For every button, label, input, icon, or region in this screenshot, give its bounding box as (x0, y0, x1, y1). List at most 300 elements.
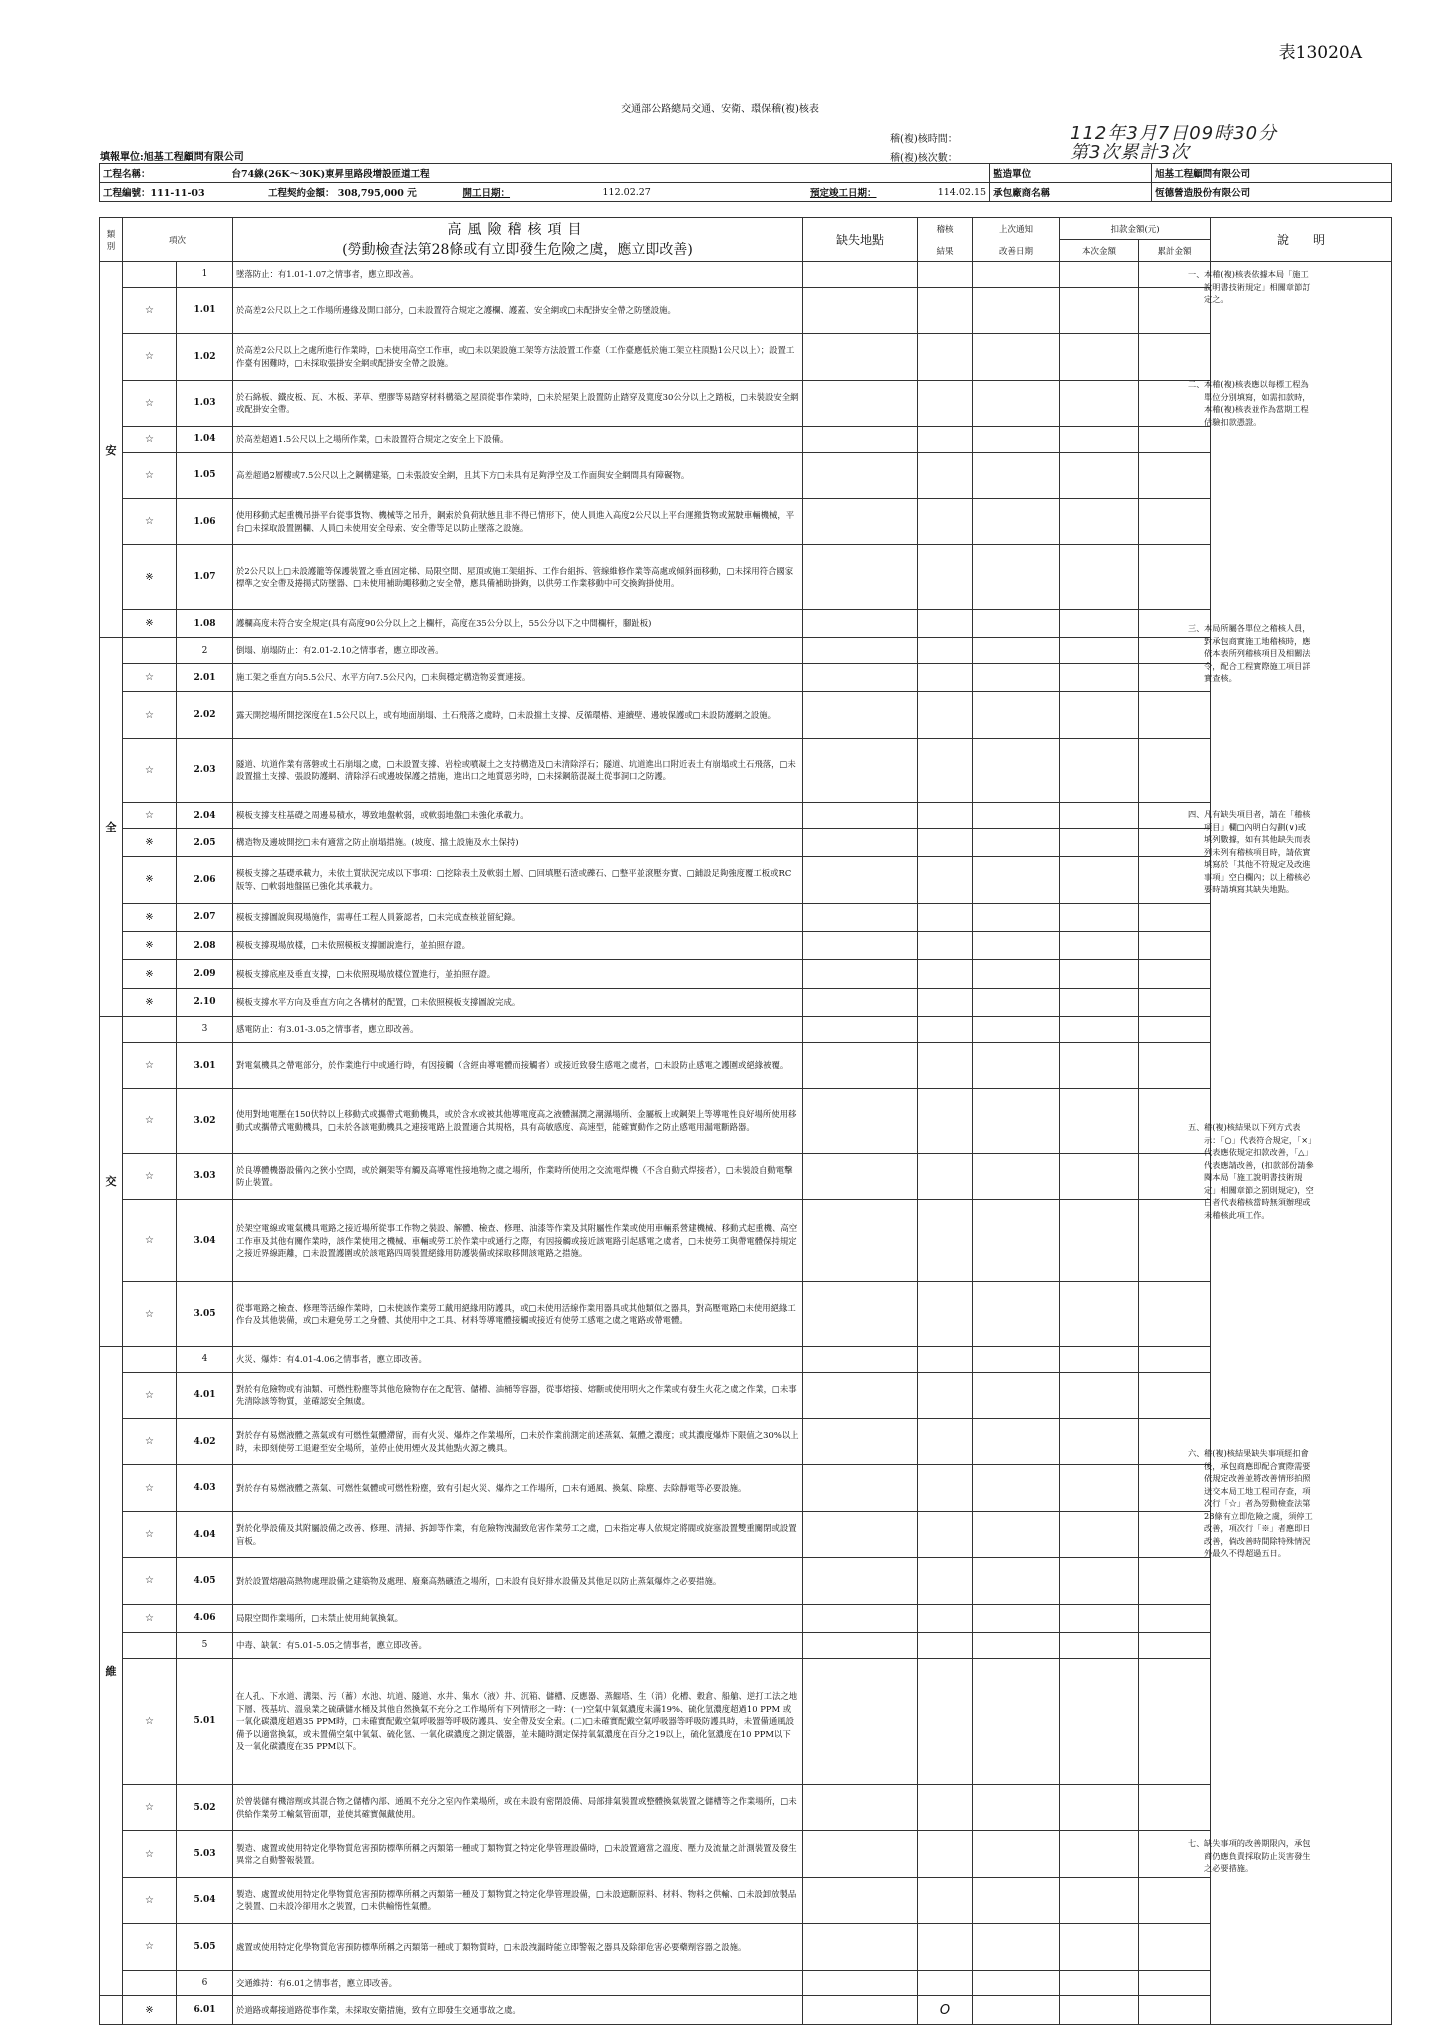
contractor-name: 恆德營造股份有限公司 (1152, 183, 1392, 202)
col-prev-b: 改善日期 (999, 246, 1034, 257)
row-prev-date (973, 334, 1060, 380)
row-mark (123, 638, 177, 664)
row-item-text: 在人孔、下水道、溝渠、污（蓄）水池、坑道、隧道、水井、集水（液）井、沉箱、儲槽、反應器、蒸餾塔、生（消）化槽、穀倉、船艙、逆打工法之地下層、筏基坑、溫泉業之硫磺儲水桶及其他自然換氣不充分之工作場所有下列情形之一時：(一)空氣中氧氣濃度未滿19%、硫化氫濃度超過10 PPM 或一氧化碳濃度超過35 PPM時，□未確實配戴空氣呼吸器等呼吸防護具、安全帶及安全索。(二)□未確實配戴空氣呼吸器等呼吸防護具時，未置備通風設備予以適當換氣，或未置備空氣中氧氣、硫化氫、一氧化碳濃度之測定儀器，並未隨時測定保持氧氣濃度在百分之19以上，硫化氫濃度在10 PPM以下及一氧化碳濃度在35 PPM以下。 (233, 1658, 803, 1784)
row-result (918, 1604, 973, 1632)
row-result (918, 638, 973, 664)
row-mark: ※ (123, 857, 177, 903)
row-missing-location (803, 499, 918, 545)
row-result (918, 828, 973, 856)
row-prev-date (973, 1785, 1060, 1831)
row-result: O (918, 1996, 973, 2025)
row-total-amount (1139, 1970, 1211, 1996)
row-code: 5.01 (177, 1658, 233, 1784)
row-code: 1.07 (177, 545, 233, 609)
table-row (100, 1996, 1392, 2025)
row-mark: ☆ (123, 426, 177, 452)
row-total-amount (1139, 1042, 1211, 1088)
row-total-amount (1139, 903, 1211, 931)
row-this-amount (1060, 334, 1139, 380)
row-total-amount (1139, 1346, 1211, 1372)
table-row (100, 1282, 1392, 1346)
row-code: 2.03 (177, 738, 233, 802)
col-item: 項次 (123, 218, 233, 262)
row-result (918, 1924, 973, 1970)
row-this-amount (1060, 545, 1139, 609)
row-code: 2.04 (177, 803, 233, 829)
table-row (100, 960, 1392, 988)
row-item-text: 中毒、缺氧：有5.01-5.05之情事者，應立即改善。 (233, 1632, 803, 1658)
row-total-amount (1139, 1924, 1211, 1970)
row-missing-location (803, 545, 918, 609)
row-result (918, 1346, 973, 1372)
row-missing-location (803, 1558, 918, 1604)
row-item-text: 處置或使用特定化學物質危害預防標準所稱之丙類第一種或丁類物質時，□未設洩漏時能立即警報之器具及除卻危害必要藥劑容器之設施。 (233, 1924, 803, 1970)
row-item-text: 對於化學設備及其附屬設備之改善、修理、清掃、拆卸等作業，有危險物洩漏致危害作業勞工之虞，□未指定專人依規定將閥或旋塞設置雙重關閉或設置盲板。 (233, 1511, 803, 1557)
row-item-text: 製造、處置或使用特定化學物質危害預防標準所稱之丙類第一種或丁類物質之特定化學管理設備時，□未設置適當之溫度、壓力及流量之計測裝置及發生異常之自動警報裝置。 (233, 1831, 803, 1877)
row-missing-location (803, 1924, 918, 1970)
row-mark: ☆ (123, 1785, 177, 1831)
row-item-text: 於高差超過1.5公尺以上之場所作業，□未設置符合規定之安全上下設備。 (233, 426, 803, 452)
row-item-text: 局限空間作業場所，□未禁止使用純氧換氣。 (233, 1604, 803, 1632)
row-code: 4.03 (177, 1465, 233, 1511)
row-item-text: 於石綿板、鐵皮板、瓦、木板、茅草、塑膠等易踏穿材料構築之屋頂從事作業時，□未於屋架上設置防止踏穿及寬度30公分以上之踏板，□未裝設安全網或配掛安全帶。 (233, 380, 803, 426)
row-item-text: 護欄高度未符合安全規定(具有高度90公分以上之上欄杆，高度在35公分以上，55公分以下之中間欄杆，腳趾板) (233, 609, 803, 637)
row-result (918, 857, 973, 903)
row-prev-date (973, 1419, 1060, 1465)
row-missing-location (803, 664, 918, 692)
header-subtitle: (勞動檢查法第28條或有立即發生危險之虞，應立即改善) (342, 241, 693, 258)
row-code: 3.02 (177, 1089, 233, 1153)
row-prev-date (973, 738, 1060, 802)
row-code: 2.08 (177, 932, 233, 960)
row-code: 2.02 (177, 692, 233, 738)
table-row (100, 932, 1392, 960)
row-prev-date (973, 262, 1060, 288)
project-code (100, 183, 460, 202)
row-item-text: 模板支撐現場放樣，□未依照模板支撐圖說進行，並拍照存證。 (233, 932, 803, 960)
start-date-label: 開工日期： (460, 183, 600, 202)
audit-meta (890, 123, 1350, 164)
row-prev-date (973, 1658, 1060, 1784)
row-missing-location (803, 1785, 918, 1831)
row-mark: ※ (123, 828, 177, 856)
row-code: 4.04 (177, 1511, 233, 1557)
project-label: 工程名稱： (100, 164, 210, 183)
row-code: 4 (177, 1346, 233, 1372)
row-this-amount (1060, 692, 1139, 738)
row-prev-date (973, 803, 1060, 829)
row-mark: ☆ (123, 1604, 177, 1632)
row-total-amount (1139, 426, 1211, 452)
row-code: 6.01 (177, 1996, 233, 2025)
row-mark: ☆ (123, 287, 177, 333)
row-mark: ※ (123, 545, 177, 609)
row-mark: ☆ (123, 1419, 177, 1465)
row-missing-location (803, 1372, 918, 1418)
row-result (918, 1558, 973, 1604)
category-cell: 全 (100, 638, 123, 1017)
row-this-amount (1060, 1017, 1139, 1043)
table-row (100, 1042, 1392, 1088)
row-mark: ※ (123, 903, 177, 931)
row-code: 3 (177, 1017, 233, 1043)
col-result-b: 結果 (936, 246, 954, 257)
row-mark: ※ (123, 609, 177, 637)
row-mark: ☆ (123, 380, 177, 426)
table-row (100, 1877, 1392, 1923)
row-result (918, 1372, 973, 1418)
row-this-amount (1060, 1282, 1139, 1346)
row-result (918, 499, 973, 545)
row-code: 5.05 (177, 1924, 233, 1970)
row-code: 2.06 (177, 857, 233, 903)
row-missing-location (803, 380, 918, 426)
audit-time-handwritten: 112年3月7日09時30分 (1070, 123, 1278, 144)
row-item-text: 墜落防止：有1.01-1.07之情事者，應立即改善。 (233, 262, 803, 288)
row-missing-location (803, 1089, 918, 1153)
audit-time-label: 稽(複)核時間： (890, 134, 958, 145)
row-this-amount (1060, 1372, 1139, 1418)
row-code: 1.03 (177, 380, 233, 426)
row-result (918, 664, 973, 692)
row-total-amount (1139, 334, 1211, 380)
row-missing-location (803, 287, 918, 333)
row-item-text: 使用對地電壓在150伏特以上移動式或攜帶式電動機具，或於含水或被其他導電度高之液體濕潤之潮濕場所、金屬板上或鋼架上等導電性良好場所使用移動式或攜帶式電動機具，□未於各該電動機具之連接電路上設置適合其規格，具有高敏感度、高速型，能確實動作之防止感電用漏電斷路器。 (233, 1089, 803, 1153)
row-prev-date (973, 1924, 1060, 1970)
table-row (100, 1785, 1392, 1831)
contractor-label: 承包廠商名稱 (990, 183, 1152, 202)
project-info-table (99, 163, 1392, 202)
row-mark: ☆ (123, 1831, 177, 1877)
row-prev-date (973, 1346, 1060, 1372)
row-item-text: 對於存有易燃液體之蒸氣、可燃性氣體或可燃性粉塵，致有引起火災、爆炸之工作場所，□未有通風、換氣、除塵、去除靜電等必要設施。 (233, 1465, 803, 1511)
row-prev-date (973, 1042, 1060, 1088)
row-this-amount (1060, 1996, 1139, 2025)
row-total-amount (1139, 545, 1211, 609)
row-code: 2.01 (177, 664, 233, 692)
row-missing-location (803, 932, 918, 960)
note-text: 本局所屬各單位之稽核人員，對承包商實施工地稽核時，應依本表所列稽核項目及相關法令，配合工程實際施工項目詳實查核。 (1204, 623, 1311, 683)
row-code: 4.02 (177, 1419, 233, 1465)
row-mark: ☆ (123, 499, 177, 545)
row-code: 2.09 (177, 960, 233, 988)
row-prev-date (973, 1089, 1060, 1153)
row-missing-location (803, 1604, 918, 1632)
row-this-amount (1060, 988, 1139, 1016)
row-result (918, 1785, 973, 1831)
row-mark: ☆ (123, 664, 177, 692)
row-this-amount (1060, 960, 1139, 988)
row-missing-location (803, 1042, 918, 1088)
row-code: 5 (177, 1632, 233, 1658)
row-result (918, 1017, 973, 1043)
row-result (918, 738, 973, 802)
row-this-amount (1060, 1558, 1139, 1604)
row-result (918, 1282, 973, 1346)
row-code: 3.03 (177, 1153, 233, 1199)
col-title (233, 218, 803, 262)
row-missing-location (803, 857, 918, 903)
row-item-text: 於良導體機器設備內之狹小空間，或於鋼架等有觸及高導電性接地物之虞之場所，作業時所使用之交流電焊機（不含自動式焊接者），□未裝設自動電擊防止裝置。 (233, 1153, 803, 1199)
row-missing-location (803, 738, 918, 802)
contract-amount: 工程契約金額： 308,795,000 元 (267, 188, 417, 199)
project-contract-row (100, 183, 1392, 202)
row-prev-date (973, 380, 1060, 426)
row-code: 1.02 (177, 334, 233, 380)
row-item-text: 於架空電線或電氣機具電路之接近場所從事工作物之裝設、解體、檢查、修理、油漆等作業及其附屬性作業或使用車輛系營建機械、移動式起重機、高空工作車及其他有關作業時，該作業使用之機械、車輛或勞工於作業中或通行之際，有因接觸或接近該電路引起感電之虞者，□未使勞工與帶電體保持規定之接近界線距離，□未設置護圍或於該電路四周裝置絕緣用防護裝備或採取移開該電路之措施。 (233, 1200, 803, 1282)
row-item-text: 使用移動式起重機吊掛平台從事貨物、機械等之吊升，鋼索於負荷狀態且非不得已情形下，使人員進入高度2公尺以上平台運搬貨物或駕駛車輛機械，平台□未採取設置圍欄、人員□未使用安全母索、安全帶等足以防止墜落之設施。 (233, 499, 803, 545)
row-prev-date (973, 1282, 1060, 1346)
row-item-text: 於2公尺以上□未設護籠等保護裝置之垂直固定梯、局限空間、屋頂或施工架組拆、工作台組拆、管線維修作業等高處或傾斜面移動，□未採用符合國家標準之安全帶及捲揚式防墜器、□未使用補助繩移動之安全帶，應具備補助掛鉤，以供勞工作業移動中可交換鉤掛使用。 (233, 545, 803, 609)
row-this-amount (1060, 452, 1139, 498)
row-result (918, 1153, 973, 1199)
row-item-text: 模板支撐支柱基礎之周邊易積水，導致地盤軟弱，或軟弱地盤□未強化承載力。 (233, 803, 803, 829)
row-this-amount (1060, 1200, 1139, 1282)
row-result (918, 692, 973, 738)
supervisor-name: 旭基工程顧問有限公司 (1152, 164, 1392, 183)
row-mark: ※ (123, 1996, 177, 2025)
note-number: 五、 (1188, 1122, 1205, 1132)
row-this-amount (1060, 903, 1139, 931)
row-missing-location (803, 1511, 918, 1557)
row-this-amount (1060, 1785, 1139, 1831)
row-item-text: 隧道、坑道作業有落磐或土石崩塌之虞，□未設置支撐、岩栓或噴凝土之支持構造及□未清除浮石；隧道、坑道進出口附近表土有崩塌或土石飛落，□未設置擋土支撐、張設防護網、清除浮石或邊坡保護之措施，進出口之地質惡劣時，□未採鋼筋混凝土從事洞口之防護。 (233, 738, 803, 802)
row-prev-date (973, 664, 1060, 692)
row-total-amount (1139, 1604, 1211, 1632)
row-missing-location (803, 988, 918, 1016)
row-item-text: 對電氣機具之帶電部分，於作業進行中或通行時，有因接觸（含經由導電體而接觸者）或接近致發生感電之虞者，□未設防止感電之護圍或絕緣被覆。 (233, 1042, 803, 1088)
row-code: 5.04 (177, 1877, 233, 1923)
table-row (100, 1346, 1392, 1372)
row-prev-date (973, 1996, 1060, 2025)
row-code: 4.05 (177, 1558, 233, 1604)
row-missing-location (803, 1153, 918, 1199)
row-code: 3.05 (177, 1282, 233, 1346)
row-result (918, 380, 973, 426)
row-missing-location (803, 692, 918, 738)
row-this-amount (1060, 932, 1139, 960)
row-prev-date (973, 1465, 1060, 1511)
row-result (918, 262, 973, 288)
row-missing-location (803, 803, 918, 829)
row-this-amount (1060, 1042, 1139, 1088)
note-text: 本稽(複)核表依據本局「施工說明書技術規定」相關章節訂定之。 (1204, 269, 1311, 304)
table-row (100, 334, 1392, 380)
note-text: 本稽(複)核表應以每標工程為單位分別填寫，如需扣款時，本稽(複)核表並作為當期工程估驗扣款憑證。 (1204, 379, 1311, 427)
note-item (1188, 1837, 1314, 1875)
row-this-amount (1060, 1877, 1139, 1923)
row-this-amount (1060, 638, 1139, 664)
row-mark: ☆ (123, 1877, 177, 1923)
row-mark: ※ (123, 988, 177, 1016)
col-prev-a: 上次通知 (999, 224, 1034, 235)
form-number: 表13020A (1278, 43, 1362, 63)
row-prev-date (973, 1831, 1060, 1877)
row-code: 1.08 (177, 609, 233, 637)
note-number: 七、 (1188, 1838, 1205, 1848)
row-missing-location (803, 1200, 918, 1282)
row-code: 1 (177, 262, 233, 288)
row-total-amount (1139, 1017, 1211, 1043)
row-total-amount (1139, 1658, 1211, 1784)
note-number: 六、 (1188, 1448, 1205, 1458)
row-mark: ☆ (123, 1465, 177, 1511)
row-result (918, 1089, 973, 1153)
row-code: 2 (177, 638, 233, 664)
row-prev-date (973, 1632, 1060, 1658)
table-row (100, 1372, 1392, 1418)
row-missing-location (803, 828, 918, 856)
row-total-amount (1139, 692, 1211, 738)
row-mark: ☆ (123, 1089, 177, 1153)
row-prev-date (973, 499, 1060, 545)
row-prev-date (973, 1877, 1060, 1923)
table-row (100, 1924, 1392, 1970)
form-title: 交通部公路總局交通、安衛、環保稽(複)核表 (621, 104, 819, 115)
row-mark: ※ (123, 932, 177, 960)
col-total: 累計金額 (1139, 240, 1211, 262)
row-missing-location (803, 1877, 918, 1923)
header-title: 高風險稽核項目 (447, 221, 588, 238)
row-result (918, 932, 973, 960)
note-text: 稽(複)核結果缺失事項經扣會後，承包商應即配合實際需要依規定改善並將改善情形拍照送交本局工地工程司存查，項次行「☆」者為勞動檢查法第28條有立即危險之虞，須停工改善，項次行「※」者應即日改善，倘改善時間除特殊情況外最久不得超過五日。 (1204, 1448, 1313, 1558)
table-row (100, 903, 1392, 931)
row-item-text: 模板支撐底座及垂直支撐，□未依照現場放樣位置進行，並拍照存證。 (233, 960, 803, 988)
row-item-text: 對於有危險物或有油類、可燃性粉塵等其他危險物存在之配管、儲槽、油桶等容器，從事熔接、熔斷或使用明火之作業或有發生火花之虞之作業，□未事先清除該等物質，並確認安全無虞。 (233, 1372, 803, 1418)
row-total-amount (1139, 1785, 1211, 1831)
row-result (918, 1419, 973, 1465)
row-code: 1.04 (177, 426, 233, 452)
row-result (918, 452, 973, 498)
row-result (918, 1511, 973, 1557)
col-notes: 說 明 (1211, 218, 1392, 262)
row-item-text: 高差超過2層樓或7.5公尺以上之鋼構建築，□未張設安全網，且其下方□未具有足夠淨空及工作面與安全網間具有障礙物。 (233, 452, 803, 498)
end-date: 114.02.15 (880, 183, 990, 202)
row-total-amount (1139, 1877, 1211, 1923)
table-row (100, 1658, 1392, 1784)
row-item-text: 構造物及邊坡開挖□未有適當之防止崩塌措施。(坡度、擋土設施及水土保持) (233, 828, 803, 856)
row-this-amount (1060, 857, 1139, 903)
note-number: 二、 (1188, 379, 1205, 389)
row-missing-location (803, 452, 918, 498)
row-missing-location (803, 1465, 918, 1511)
row-mark: ☆ (123, 1924, 177, 1970)
project-name-row (100, 164, 1392, 183)
row-prev-date (973, 452, 1060, 498)
row-total-amount (1139, 499, 1211, 545)
reporting-unit: 填報單位:旭基工程顧問有限公司 (100, 152, 244, 163)
row-code: 1.06 (177, 499, 233, 545)
category-cell: 維 (100, 1346, 123, 1995)
row-code: 6 (177, 1970, 233, 1996)
row-mark: ※ (123, 960, 177, 988)
row-prev-date (973, 609, 1060, 637)
supervisor-label: 監造單位 (990, 164, 1152, 183)
row-missing-location (803, 334, 918, 380)
row-this-amount (1060, 828, 1139, 856)
table-row (100, 1970, 1392, 1996)
note-number: 四、 (1188, 809, 1205, 819)
row-mark: ☆ (123, 452, 177, 498)
row-item-text: 露天開挖場所開挖深度在1.5公尺以上，或有地面崩塌、土石飛落之虞時，□未設擋土支撐、反循環樁、連續壁、邊坡保護或□未設防護網之設施。 (233, 692, 803, 738)
row-this-amount (1060, 1465, 1139, 1511)
row-result (918, 426, 973, 452)
row-code: 5.03 (177, 1831, 233, 1877)
row-code: 5.02 (177, 1785, 233, 1831)
row-result (918, 1658, 973, 1784)
row-code: 3.04 (177, 1200, 233, 1282)
row-item-text: 於高差2公尺以上之處所進行作業時，□未使用高空工作車，或□未以架設施工架等方法設置工作臺（工作臺應低於施工架立柱頂點1公尺以上）；設置工作臺有困難時，□未採取張掛安全網或配掛安全帶之設施。 (233, 334, 803, 380)
col-class: 類別 (100, 218, 123, 262)
row-this-amount (1060, 1604, 1139, 1632)
row-item-text: 於高差2公尺以上之工作場所邊緣及開口部分，□未設置符合規定之護欄、護蓋、安全網或□未配掛安全帶之防墜設施。 (233, 287, 803, 333)
col-missing: 缺失地點 (803, 218, 918, 262)
row-this-amount (1060, 1632, 1139, 1658)
col-result (918, 218, 973, 262)
row-total-amount (1139, 960, 1211, 988)
row-item-text: 倒塌、崩塌防止：有2.01-2.10之情事者，應立即改善。 (233, 638, 803, 664)
row-result (918, 803, 973, 829)
row-result (918, 1831, 973, 1877)
row-total-amount (1139, 1282, 1211, 1346)
row-missing-location (803, 1419, 918, 1465)
row-this-amount (1060, 664, 1139, 692)
row-result (918, 1970, 973, 1996)
row-mark: ☆ (123, 1282, 177, 1346)
row-mark: ☆ (123, 692, 177, 738)
row-missing-location (803, 903, 918, 931)
row-item-text: 模板支撐水平方向及垂直方向之各構材的配置，□未依照模板支撐圖說完成。 (233, 988, 803, 1016)
header-row-1 (100, 218, 1392, 240)
row-result (918, 903, 973, 931)
row-item-text: 施工架之垂直方向5.5公尺、水平方向7.5公尺內，□未與穩定構造物妥實連接。 (233, 664, 803, 692)
row-result (918, 1632, 973, 1658)
row-prev-date (973, 988, 1060, 1016)
row-this-amount (1060, 1970, 1139, 1996)
row-item-text: 對於設置熔融高熱物處理設備之建築物及處理、廢棄高熱礦渣之場所，□未設有良好排水設備及其他足以防止蒸氣爆炸之必要措施。 (233, 1558, 803, 1604)
row-code: 4.01 (177, 1372, 233, 1418)
row-missing-location (803, 426, 918, 452)
row-prev-date (973, 1200, 1060, 1282)
row-missing-location (803, 638, 918, 664)
row-prev-date (973, 426, 1060, 452)
row-item-text: 從事電路之檢查、修理等活線作業時，□未使該作業勞工戴用絕緣用防護具，或□未使用活線作業用器具或其他類似之器具，對高壓電路□未使用絕緣工作台及其他裝備，或□未避免勞工之身體、其使用中之工具、材料等導電體接觸或接近有使勞工感電之虞之電路或帶電體。 (233, 1282, 803, 1346)
row-mark (123, 1346, 177, 1372)
note-text: 缺失事項的改善期限內，承包商仍應負責採取防止災害發生之必要措施。 (1204, 1838, 1311, 1873)
row-mark: ☆ (123, 1372, 177, 1418)
row-prev-date (973, 857, 1060, 903)
note-number: 三、 (1188, 623, 1205, 633)
audit-count-row (890, 142, 1350, 164)
row-mark: ☆ (123, 1511, 177, 1557)
table-row (100, 452, 1392, 498)
row-code: 2.05 (177, 828, 233, 856)
row-mark (123, 1970, 177, 1996)
row-prev-date (973, 1558, 1060, 1604)
row-this-amount (1060, 426, 1139, 452)
row-this-amount (1060, 380, 1139, 426)
category-cell: 安 (100, 262, 123, 638)
row-prev-date (973, 1970, 1060, 1996)
row-mark: ☆ (123, 334, 177, 380)
row-result (918, 1465, 973, 1511)
row-prev-date (973, 545, 1060, 609)
row-total-amount (1139, 932, 1211, 960)
col-prev (973, 218, 1060, 262)
row-this-amount (1060, 1153, 1139, 1199)
row-prev-date (973, 932, 1060, 960)
category-cell (100, 1996, 123, 2025)
